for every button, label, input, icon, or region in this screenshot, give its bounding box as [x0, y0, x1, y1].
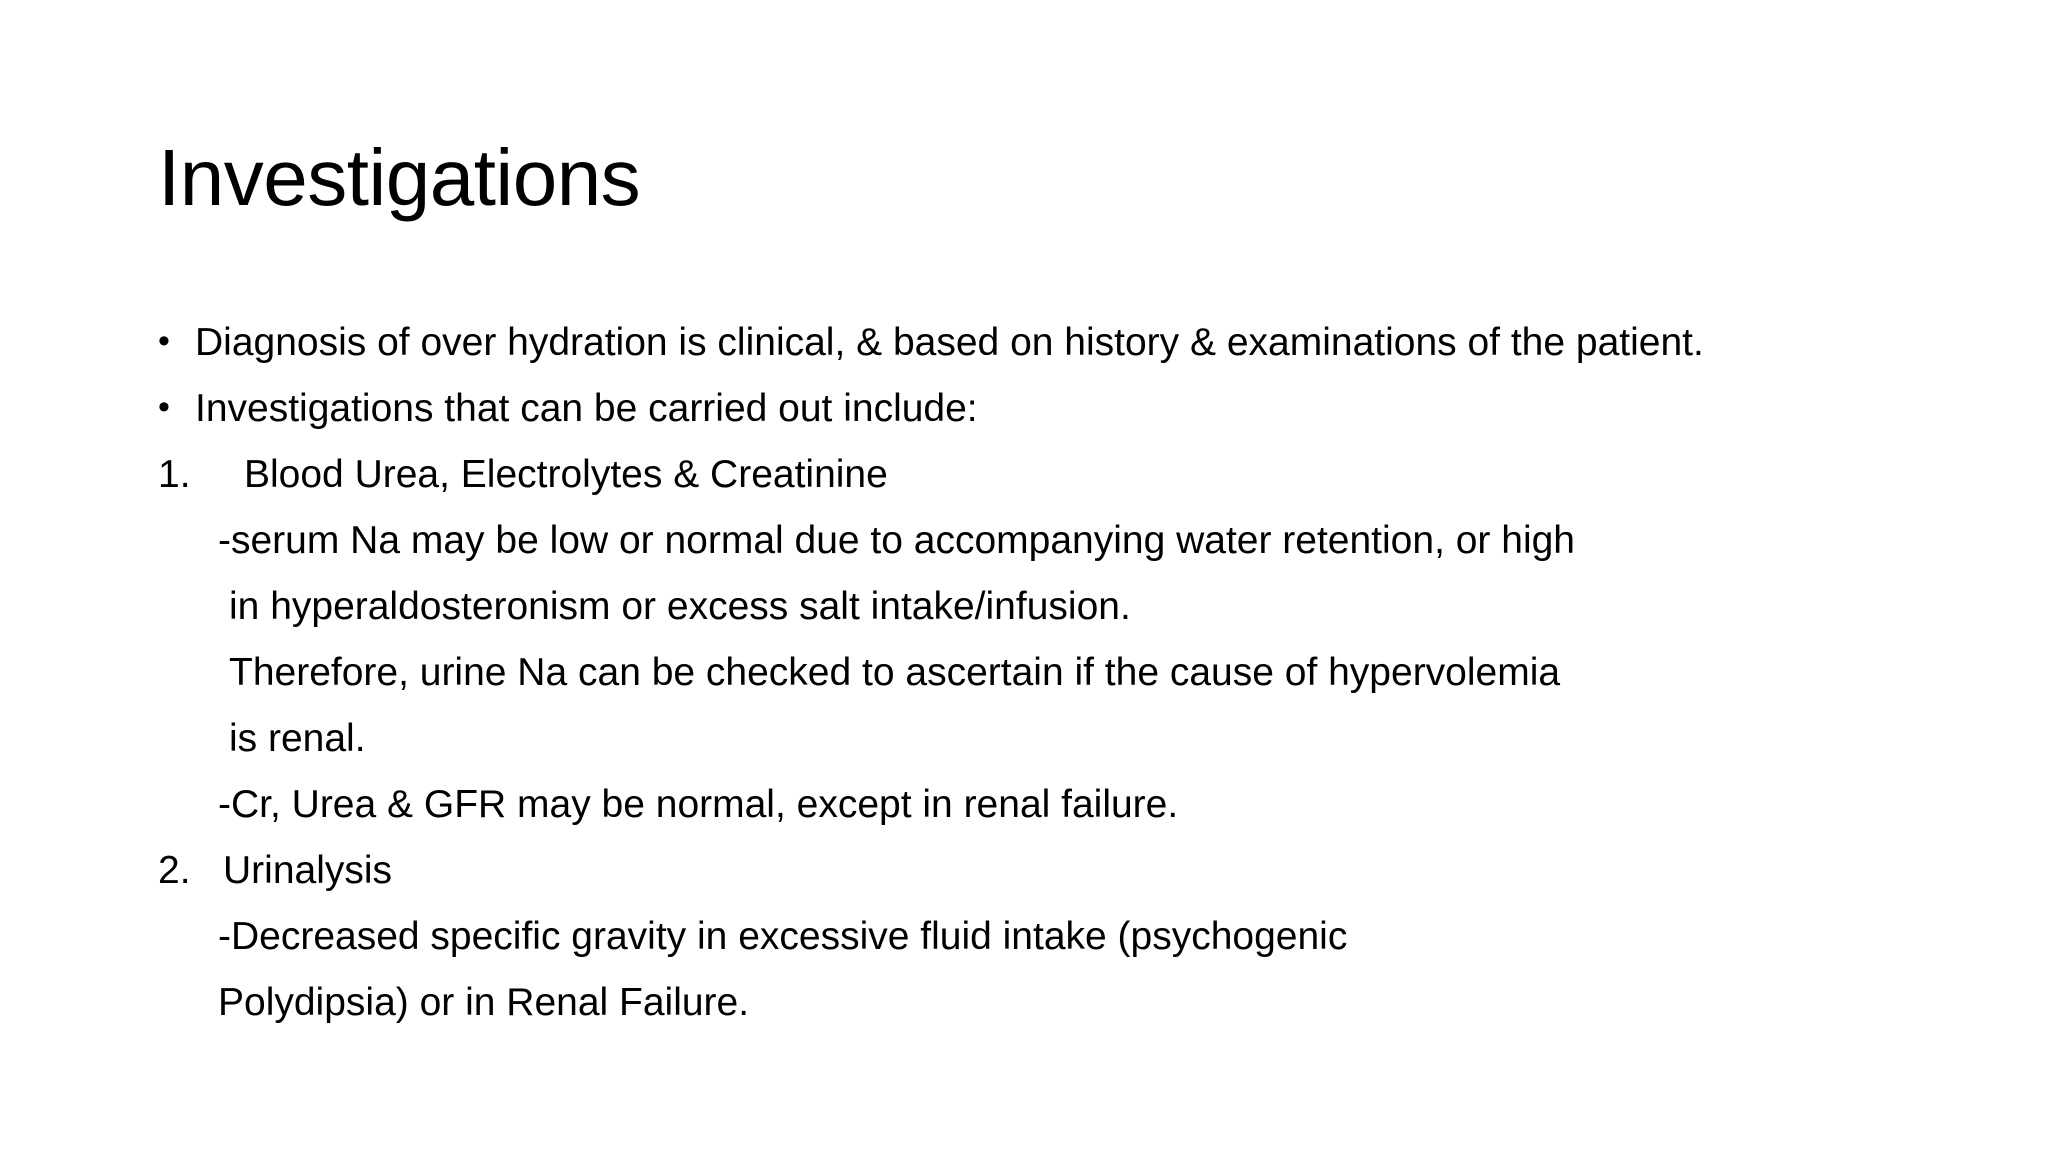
list-number: 1.: [158, 453, 191, 496]
list-item-line: -Cr, Urea & GFR may be normal, except in renal failure.: [218, 783, 1179, 826]
bullet-marker: •: [158, 322, 170, 360]
list-item-heading: Blood Urea, Electrolytes & Creatinine: [244, 453, 888, 496]
list-item-line: Therefore, urine Na can be checked to ascertain if the cause of hypervolemia: [229, 651, 1561, 694]
list-item-line: -serum Na may be low or normal due to accompanying water retention, or high: [218, 519, 1575, 562]
bullet-marker: •: [158, 388, 170, 426]
list-item-heading: Urinalysis: [223, 849, 393, 892]
bullet-text: Diagnosis of over hydration is clinical, & based on history & examinations of the patient.: [195, 321, 1704, 364]
list-item-line: in hyperaldosteronism or excess salt intake/infusion.: [229, 585, 1131, 628]
list-item-line: -Decreased specific gravity in excessive fluid intake (psychogenic: [218, 915, 1348, 958]
list-item-line: is renal.: [229, 717, 366, 760]
slide-title: Investigations: [158, 133, 641, 222]
list-item-line: Polydipsia) or in Renal Failure.: [218, 981, 750, 1024]
list-number: 2.: [158, 849, 191, 892]
bullet-text: Investigations that can be carried out include:: [195, 387, 978, 430]
